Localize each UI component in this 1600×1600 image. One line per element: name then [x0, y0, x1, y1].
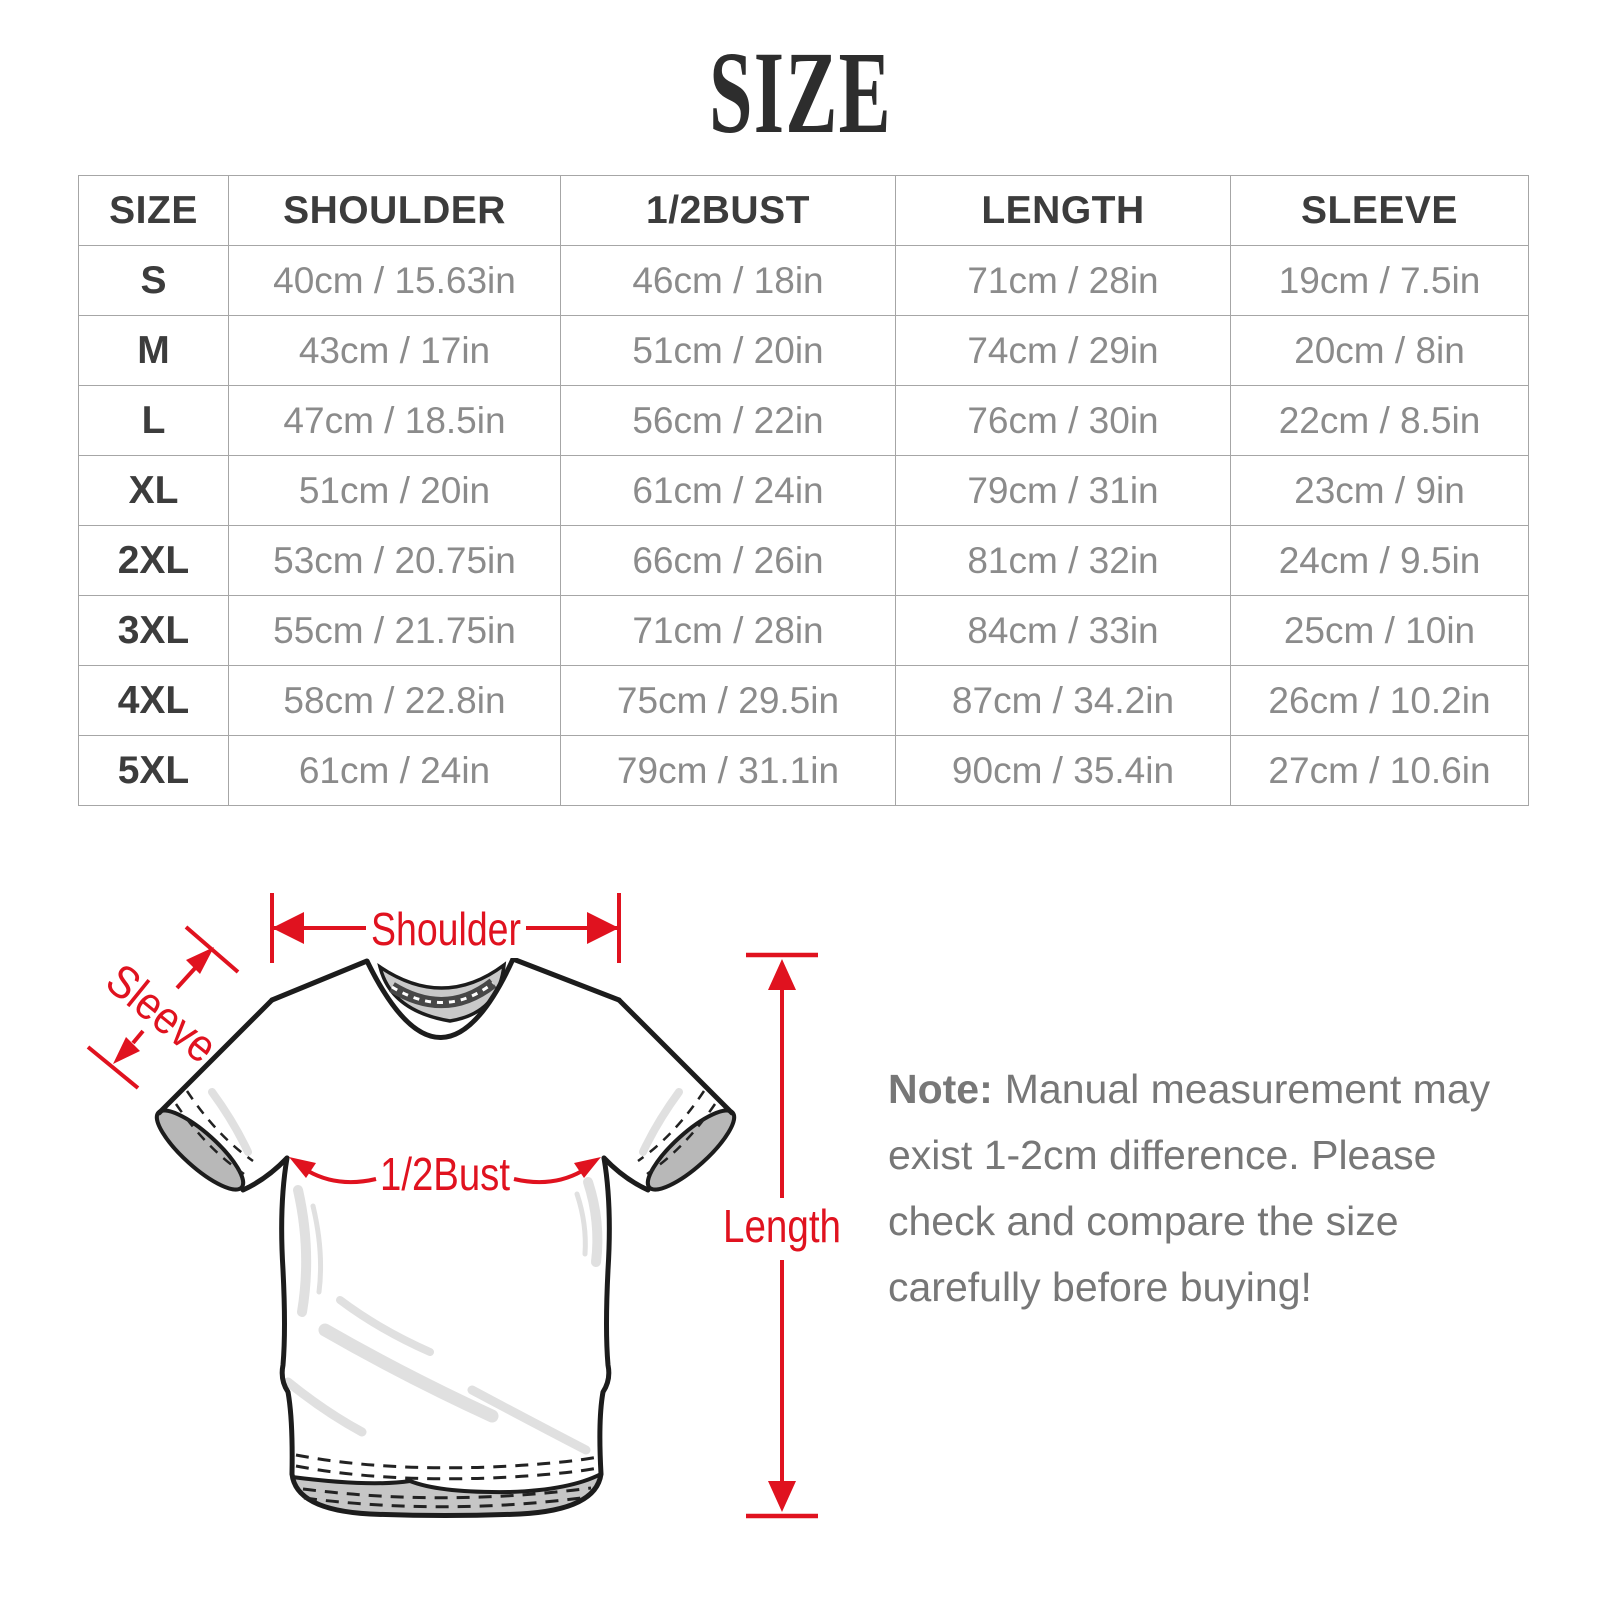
measurement-cell: 25cm / 10in — [1231, 596, 1529, 666]
measurement-cell: 66cm / 26in — [561, 526, 896, 596]
measurement-cell: 79cm / 31in — [896, 456, 1231, 526]
size-cell: XL — [79, 456, 229, 526]
sleeve-upper-arrowhead — [186, 947, 214, 974]
length-annotation — [723, 955, 841, 1516]
note-line — [888, 1056, 1508, 1122]
header-cell-shoulder: SHOULDER — [229, 176, 561, 246]
measurement-cell: 51cm / 20in — [561, 316, 896, 386]
measurement-cell: 71cm / 28in — [561, 596, 896, 666]
tshirt-illustration — [147, 959, 744, 1516]
bust-left-arrow-line — [308, 1171, 376, 1182]
measurement-cell: 27cm / 10.6in — [1231, 736, 1529, 806]
size-cell: M — [79, 316, 229, 386]
shoulder-annotation — [272, 893, 619, 963]
size-cell: S — [79, 246, 229, 316]
table-row-4xl — [79, 666, 1529, 736]
measurement-cell: 51cm / 20in — [229, 456, 561, 526]
shoulder-right-arrowhead — [587, 912, 619, 944]
note-text: Manual measurement may — [1004, 1066, 1491, 1112]
measurement-cell: 22cm / 8.5in — [1231, 386, 1529, 456]
sleeve-lower-arrow-line — [133, 1031, 143, 1043]
tshirt-measurement-diagram — [40, 860, 880, 1580]
table-row-xl — [79, 456, 1529, 526]
page-title-text: SIZE — [708, 27, 892, 158]
size-table-header-row — [79, 176, 1529, 246]
measurement-cell: 53cm / 20.75in — [229, 526, 561, 596]
size-cell: 2XL — [79, 526, 229, 596]
bust-label: 1/2Bust — [380, 1148, 511, 1200]
sleeve-label: Sleeve — [96, 953, 239, 1083]
measurement-cell: 46cm / 18in — [561, 246, 896, 316]
note-line: check and compare the size — [888, 1198, 1399, 1244]
header-cell-bust: 1/2BUST — [561, 176, 896, 246]
length-up-arrowhead — [768, 959, 796, 990]
size-cell: 3XL — [79, 596, 229, 666]
shoulder-left-arrowhead — [272, 912, 304, 944]
measurement-cell: 26cm / 10.2in — [1231, 666, 1529, 736]
header-cell-sleeve: SLEEVE — [1231, 176, 1529, 246]
table-row-s — [79, 246, 1529, 316]
measurement-cell: 47cm / 18.5in — [229, 386, 561, 456]
sleeve-upper-arrow-line — [177, 966, 197, 988]
table-row-m — [79, 316, 1529, 386]
measurement-cell: 61cm / 24in — [561, 456, 896, 526]
shoulder-label: Shoulder — [371, 903, 521, 955]
size-cell: L — [79, 386, 229, 456]
measurement-cell: 40cm / 15.63in — [229, 246, 561, 316]
tshirt-diagram-svg — [40, 860, 880, 1580]
table-row-l — [79, 386, 1529, 456]
note-line: exist 1-2cm difference. Please — [888, 1132, 1437, 1178]
size-cell: 5XL — [79, 736, 229, 806]
measurement-cell: 23cm / 9in — [1231, 456, 1529, 526]
measurement-cell: 84cm / 33in — [896, 596, 1231, 666]
size-table — [78, 175, 1529, 806]
note-line: carefully before buying! — [888, 1264, 1312, 1310]
measurement-cell: 74cm / 29in — [896, 316, 1231, 386]
header-cell-size: SIZE — [79, 176, 229, 246]
size-cell: 4XL — [79, 666, 229, 736]
measurement-cell: 19cm / 7.5in — [1231, 246, 1529, 316]
measurement-cell: 71cm / 28in — [896, 246, 1231, 316]
length-label: Length — [723, 1200, 841, 1252]
sleeve-annotation — [88, 927, 238, 1088]
header-cell-length: LENGTH — [896, 176, 1231, 246]
note-label: Note: — [888, 1066, 993, 1112]
measurement-cell: 58cm / 22.8in — [229, 666, 561, 736]
measurement-cell: 81cm / 32in — [896, 526, 1231, 596]
table-row-2xl — [79, 526, 1529, 596]
measurement-cell: 75cm / 29.5in — [561, 666, 896, 736]
measurement-cell: 90cm / 35.4in — [896, 736, 1231, 806]
measurement-cell: 56cm / 22in — [561, 386, 896, 456]
measurement-cell: 76cm / 30in — [896, 386, 1231, 456]
measurement-note — [888, 1056, 1508, 1320]
measurement-cell: 87cm / 34.2in — [896, 666, 1231, 736]
table-row-5xl — [79, 736, 1529, 806]
measurement-cell: 55cm / 21.75in — [229, 596, 561, 666]
bust-annotation — [289, 1148, 601, 1200]
table-row-3xl — [79, 596, 1529, 666]
measurement-cell: 20cm / 8in — [1231, 316, 1529, 386]
measurement-cell: 79cm / 31.1in — [561, 736, 896, 806]
measurement-cell: 43cm / 17in — [229, 316, 561, 386]
page-title — [0, 27, 1600, 158]
measurement-cell: 61cm / 24in — [229, 736, 561, 806]
length-down-arrowhead — [768, 1481, 796, 1512]
measurement-cell: 24cm / 9.5in — [1231, 526, 1529, 596]
bust-right-arrow-line — [514, 1171, 582, 1182]
